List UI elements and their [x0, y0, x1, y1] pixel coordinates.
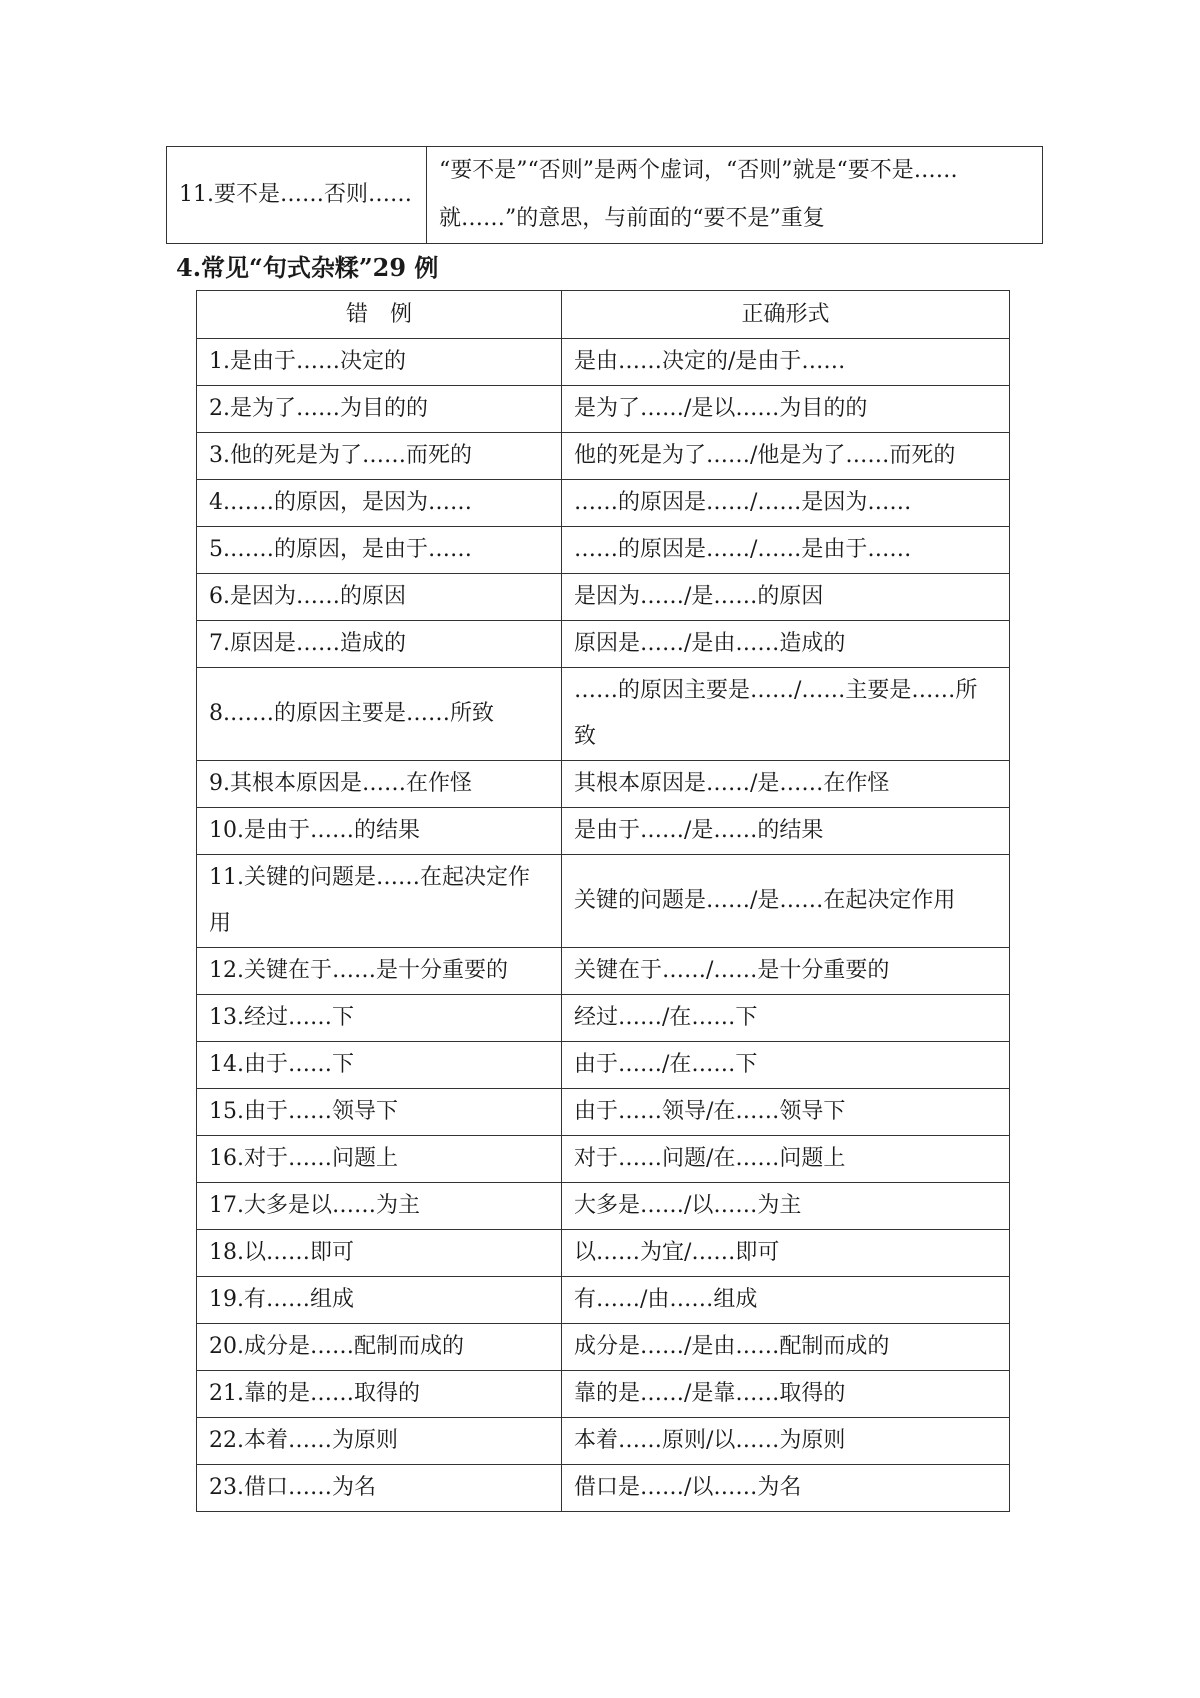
table-row: [197, 1465, 1010, 1512]
error-example-cell: 18.以……即可: [197, 1230, 562, 1277]
correct-form-cell: 靠的是……/是靠……取得的: [562, 1371, 1010, 1418]
table-row: [197, 1324, 1010, 1371]
table-row: [197, 433, 1010, 480]
correct-form-cell: 由于……领导/在……领导下: [562, 1089, 1010, 1136]
table-row: [197, 1371, 1010, 1418]
error-example-cell: 17.大多是以……为主: [197, 1183, 562, 1230]
table-row: [197, 386, 1010, 433]
explanation-cell: “要不是”“否则”是两个虚词，“否则”就是“要不是……就……”的意思，与前面的“要不是”重复: [427, 147, 1043, 244]
correct-form-cell: ……的原因是……/……是由于……: [562, 527, 1010, 574]
table-row: [197, 808, 1010, 855]
error-example-cell: 11.关键的问题是……在起决定作用: [197, 855, 562, 948]
correct-form-cell: 其根本原因是……/是……在作怪: [562, 761, 1010, 808]
error-example-cell: 8.……的原因主要是……所致: [197, 668, 562, 761]
error-example-cell: 13.经过……下: [197, 995, 562, 1042]
sentence-pattern-table: [196, 290, 1010, 1512]
table-row: [197, 1230, 1010, 1277]
correct-form-cell: 关键的问题是……/是……在起决定作用: [562, 855, 1010, 948]
correct-form-cell: 是为了……/是以……为目的的: [562, 386, 1010, 433]
correct-form-cell: 是因为……/是……的原因: [562, 574, 1010, 621]
error-example-cell: 16.对于……问题上: [197, 1136, 562, 1183]
correct-form-cell: 关键在于……/……是十分重要的: [562, 948, 1010, 995]
correct-form-cell: 本着……原则/以……为原则: [562, 1418, 1010, 1465]
error-example-cell: 4.……的原因，是因为……: [197, 480, 562, 527]
table-row: [197, 574, 1010, 621]
previous-table-continuation: [166, 146, 1043, 244]
table-row: [197, 995, 1010, 1042]
error-example-cell: 5.……的原因，是由于……: [197, 527, 562, 574]
error-example-cell: 1.是由于……决定的: [197, 339, 562, 386]
error-example-cell: 14.由于……下: [197, 1042, 562, 1089]
correct-form-cell: 大多是……/以……为主: [562, 1183, 1010, 1230]
table-row: [197, 948, 1010, 995]
correct-form-cell: 原因是……/是由……造成的: [562, 621, 1010, 668]
correct-form-cell: 借口是……/以……为名: [562, 1465, 1010, 1512]
table-row: [197, 527, 1010, 574]
correct-form-cell: ……的原因是……/……是因为……: [562, 480, 1010, 527]
table-row: [197, 1042, 1010, 1089]
header-correct-form: 正确形式: [562, 291, 1010, 339]
correct-form-cell: 由于……/在……下: [562, 1042, 1010, 1089]
error-example-cell: 22.本着……为原则: [197, 1418, 562, 1465]
table-row: [197, 1089, 1010, 1136]
section-heading: 4.常见“句式杂糅”29 例: [176, 253, 439, 282]
error-example-cell: 7.原因是……造成的: [197, 621, 562, 668]
header-error-example: 错 例: [197, 291, 562, 339]
correct-form-cell: 他的死是为了……/他是为了……而死的: [562, 433, 1010, 480]
error-example-cell: 20.成分是……配制而成的: [197, 1324, 562, 1371]
error-example-cell: 3.他的死是为了……而死的: [197, 433, 562, 480]
table-row: [197, 855, 1010, 948]
table-row: [197, 621, 1010, 668]
correct-form-cell: 有……/由……组成: [562, 1277, 1010, 1324]
error-example-cell: 11.要不是……否则……: [167, 147, 427, 244]
correct-form-cell: 是由……决定的/是由于……: [562, 339, 1010, 386]
error-example-cell: 19.有……组成: [197, 1277, 562, 1324]
error-example-cell: 2.是为了……为目的的: [197, 386, 562, 433]
error-example-cell: 21.靠的是……取得的: [197, 1371, 562, 1418]
error-example-cell: 6.是因为……的原因: [197, 574, 562, 621]
table-row: [197, 1277, 1010, 1324]
error-example-cell: 23.借口……为名: [197, 1465, 562, 1512]
error-example-cell: 12.关键在于……是十分重要的: [197, 948, 562, 995]
correct-form-cell: 经过……/在……下: [562, 995, 1010, 1042]
table-row: [167, 147, 1043, 244]
table-row: [197, 668, 1010, 761]
table-row: [197, 761, 1010, 808]
table-row: [197, 1418, 1010, 1465]
table-row: [197, 1136, 1010, 1183]
error-example-cell: 15.由于……领导下: [197, 1089, 562, 1136]
error-example-cell: 10.是由于……的结果: [197, 808, 562, 855]
correct-form-cell: 是由于……/是……的结果: [562, 808, 1010, 855]
table-row: [197, 339, 1010, 386]
correct-form-cell: 对于……问题/在……问题上: [562, 1136, 1010, 1183]
table-header-row: [197, 291, 1010, 339]
correct-form-cell: ……的原因主要是……/……主要是……所致: [562, 668, 1010, 761]
correct-form-cell: 以……为宜/……即可: [562, 1230, 1010, 1277]
correct-form-cell: 成分是……/是由……配制而成的: [562, 1324, 1010, 1371]
error-example-cell: 9.其根本原因是……在作怪: [197, 761, 562, 808]
table-row: [197, 480, 1010, 527]
table-row: [197, 1183, 1010, 1230]
